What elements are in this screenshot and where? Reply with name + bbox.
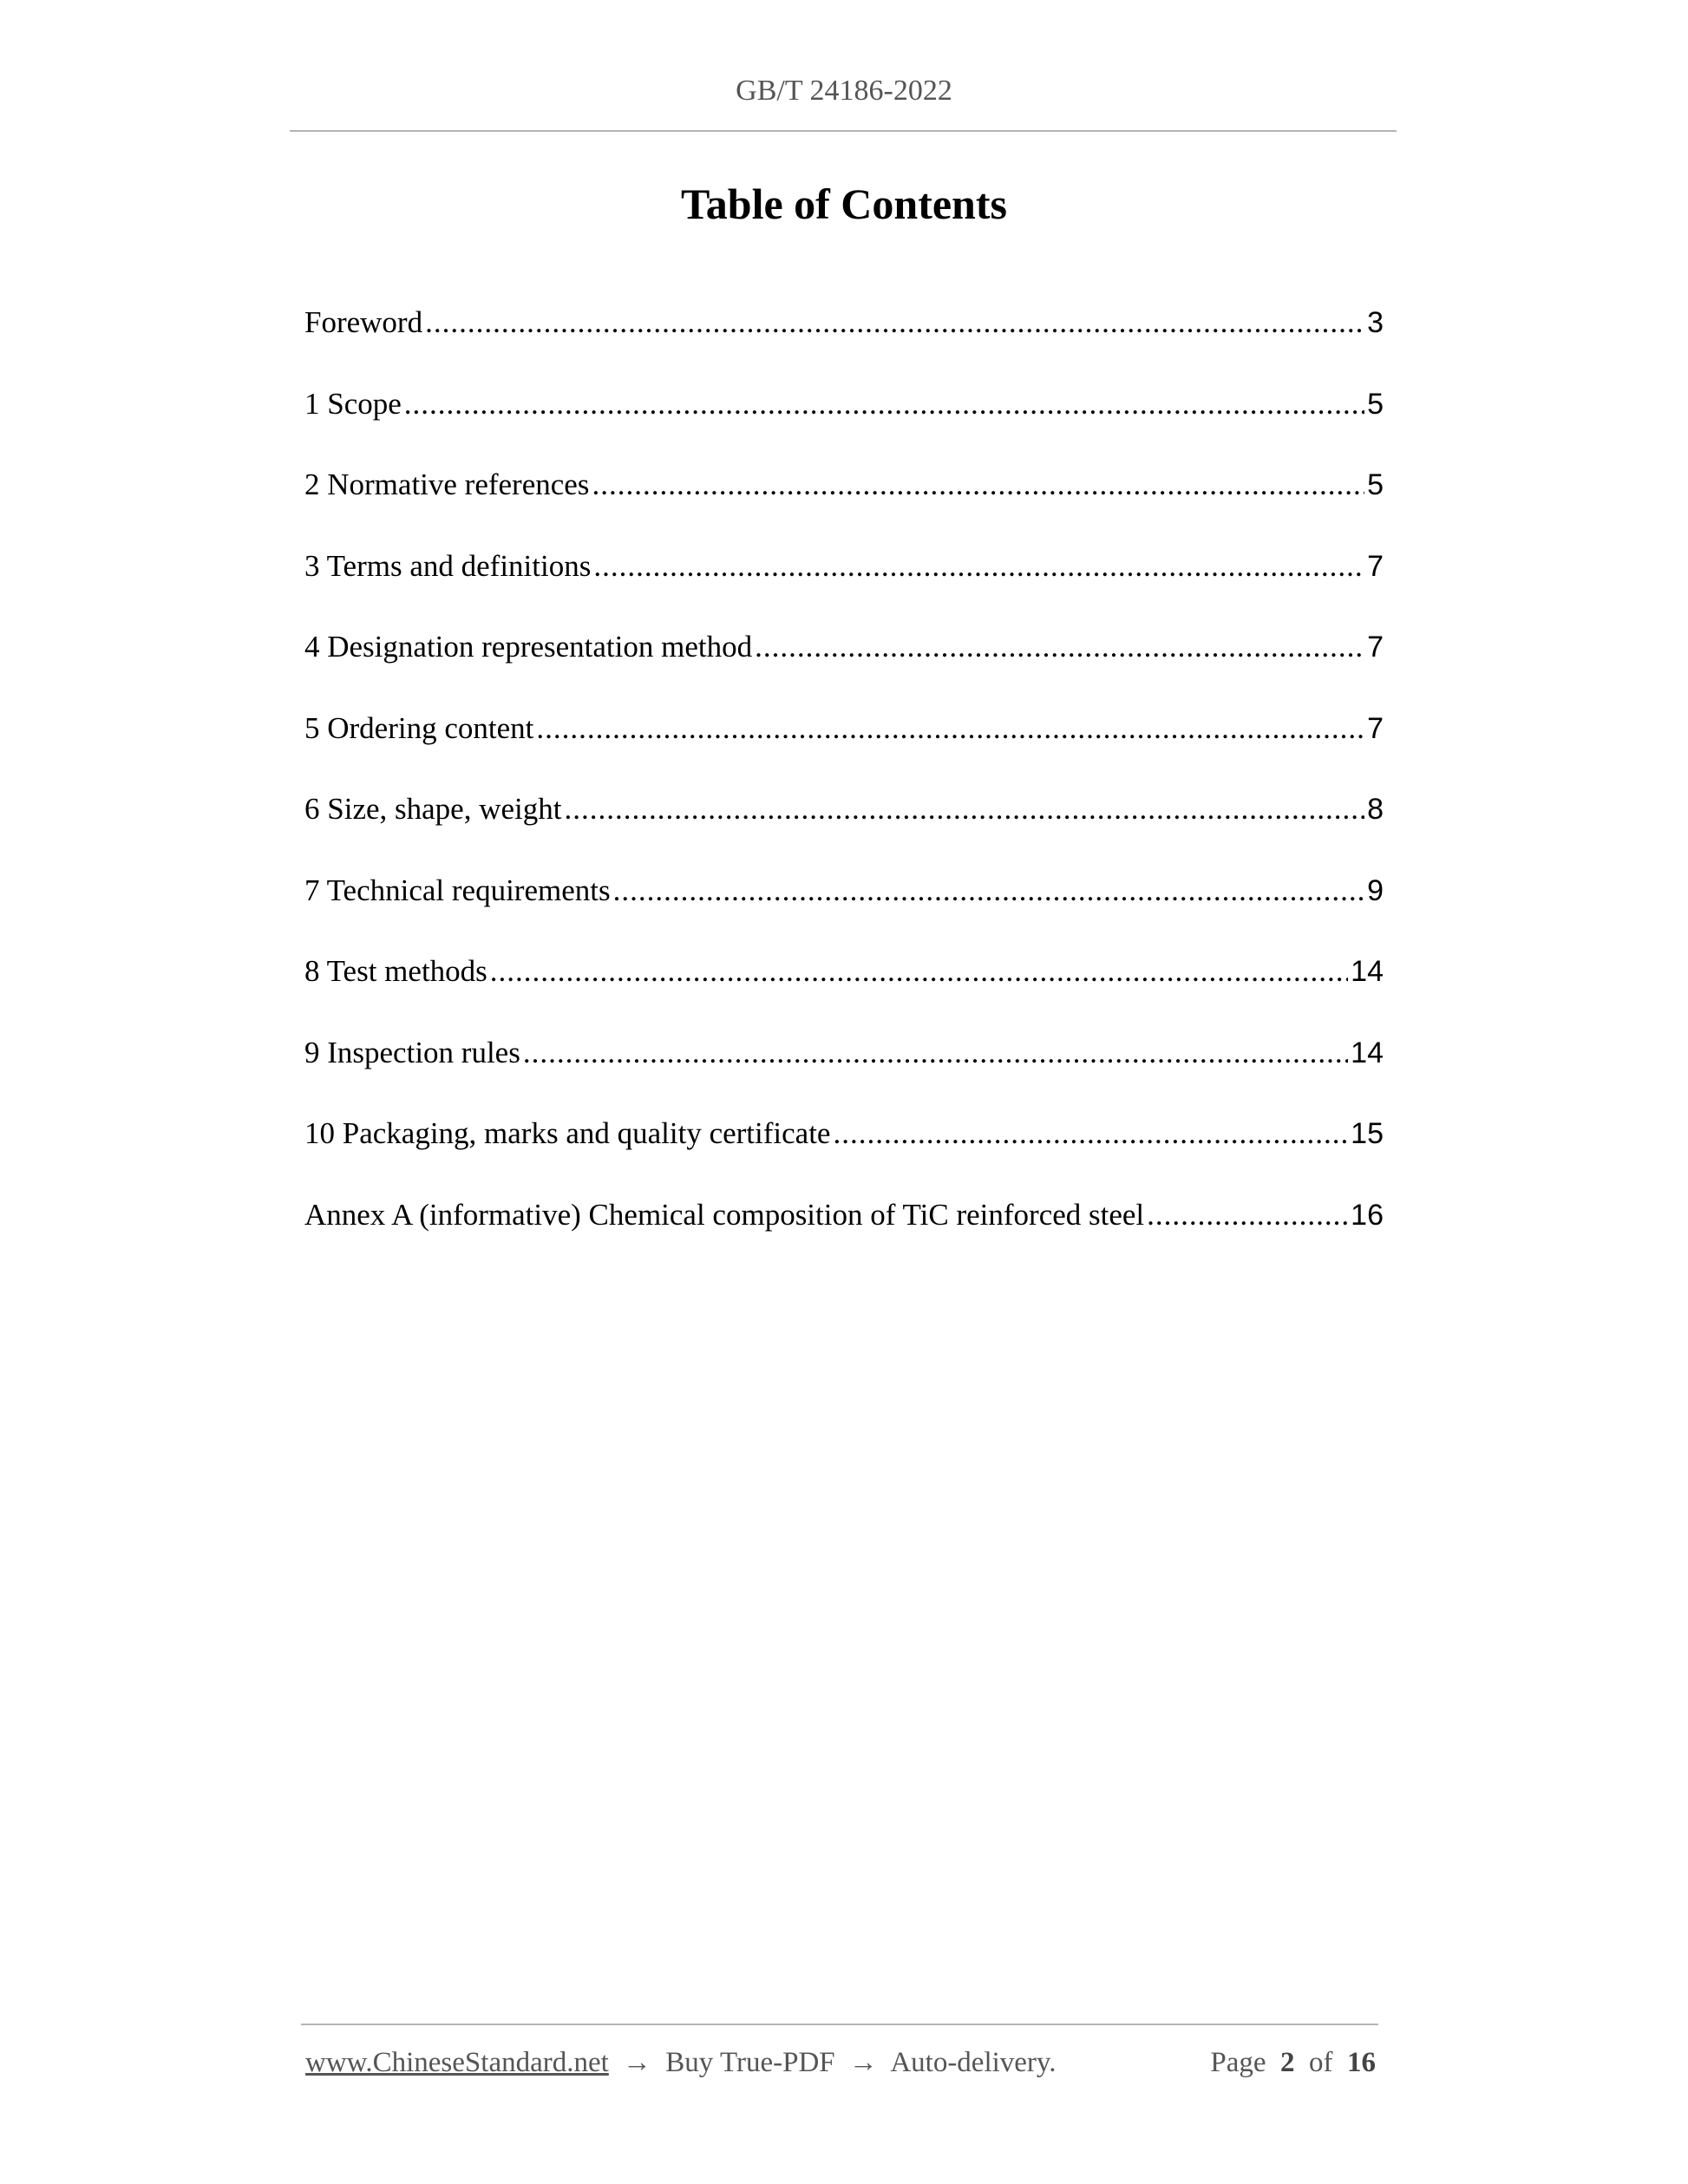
total-pages: 16 <box>1347 2047 1376 2078</box>
toc-entry-technical-requirements[interactable] <box>304 873 1384 955</box>
running-header: GB/T 24186-2022 <box>736 75 952 107</box>
toc-entry-page: 14 <box>1351 955 1384 988</box>
table-of-contents <box>304 305 1384 1278</box>
toc-entry-page: 7 <box>1367 549 1384 583</box>
toc-entry-terms-definitions[interactable] <box>304 549 1384 631</box>
toc-leader-dots <box>425 305 1364 340</box>
toc-entry-page: 9 <box>1367 873 1384 907</box>
toc-entry-label: 4 Designation representation method <box>304 630 753 664</box>
toc-leader-dots <box>833 1116 1348 1151</box>
toc-entry-label: 7 Technical requirements <box>304 873 611 907</box>
toc-entry-page: 5 <box>1367 468 1384 501</box>
toc-entry-label: 1 Scope <box>304 386 402 421</box>
page-word: Page <box>1210 2047 1266 2078</box>
toc-entry-label: 2 Normative references <box>304 468 590 501</box>
current-page: 2 <box>1280 2047 1295 2078</box>
toc-leader-dots <box>613 873 1364 908</box>
arrow-right-icon: → <box>623 2047 652 2078</box>
toc-entry-inspection-rules[interactable] <box>304 1036 1384 1117</box>
toc-leader-dots <box>1147 1198 1348 1233</box>
toc-entry-page: 7 <box>1367 631 1384 664</box>
toc-entry-page: 14 <box>1351 1036 1384 1069</box>
page-title: Table of Contents <box>681 180 1007 228</box>
toc-entry-page: 15 <box>1351 1117 1384 1150</box>
toc-entry-size-shape-weight[interactable] <box>304 792 1384 873</box>
toc-entry-page: 16 <box>1351 1198 1384 1232</box>
toc-entry-ordering-content[interactable] <box>304 711 1384 793</box>
toc-entry-label: 3 Terms and definitions <box>304 548 592 583</box>
header-divider <box>290 130 1397 132</box>
toc-entry-label: 5 Ordering content <box>304 710 534 745</box>
toc-leader-dots <box>490 954 1348 989</box>
toc-entry-foreword[interactable] <box>304 305 1384 387</box>
toc-entry-label: 8 Test methods <box>304 954 487 988</box>
toc-entry-annex-a[interactable] <box>304 1198 1384 1279</box>
of-word: of <box>1309 2047 1333 2078</box>
toc-entry-page: 3 <box>1367 306 1384 339</box>
toc-entry-scope[interactable] <box>304 387 1384 468</box>
toc-leader-dots <box>523 1036 1348 1070</box>
toc-entry-packaging-marks[interactable] <box>304 1116 1384 1198</box>
toc-leader-dots <box>564 792 1364 827</box>
toc-leader-dots <box>404 387 1364 422</box>
page-number <box>1210 2047 1376 2079</box>
toc-leader-dots <box>755 630 1364 664</box>
toc-entry-test-methods[interactable] <box>304 954 1384 1036</box>
toc-entry-designation-method[interactable] <box>304 630 1384 711</box>
toc-entry-label: 6 Size, shape, weight <box>304 792 562 826</box>
toc-leader-dots <box>593 549 1364 584</box>
footer-divider <box>301 2024 1378 2025</box>
arrow-right-icon: → <box>848 2047 878 2078</box>
footer-promo <box>305 2047 1057 2079</box>
toc-entry-label: 10 Packaging, marks and quality certificate <box>304 1116 831 1150</box>
footer-step-buy: Buy True-PDF <box>665 2047 835 2078</box>
website-link[interactable]: www.ChineseStandard.net <box>305 2047 609 2078</box>
toc-entry-page: 5 <box>1367 387 1384 421</box>
toc-leader-dots <box>536 711 1364 746</box>
toc-entry-label: 9 Inspection rules <box>304 1035 520 1069</box>
toc-leader-dots <box>592 468 1364 502</box>
toc-entry-page: 7 <box>1367 711 1384 745</box>
toc-entry-label: Annex A (informative) Chemical composition of TiC reinforced steel <box>304 1197 1145 1232</box>
toc-entry-normative-references[interactable] <box>304 468 1384 549</box>
toc-entry-label: Foreword <box>304 305 423 339</box>
toc-entry-page: 8 <box>1367 793 1384 826</box>
page-footer <box>305 2047 1376 2079</box>
footer-step-delivery: Auto-delivery. <box>890 2047 1057 2078</box>
